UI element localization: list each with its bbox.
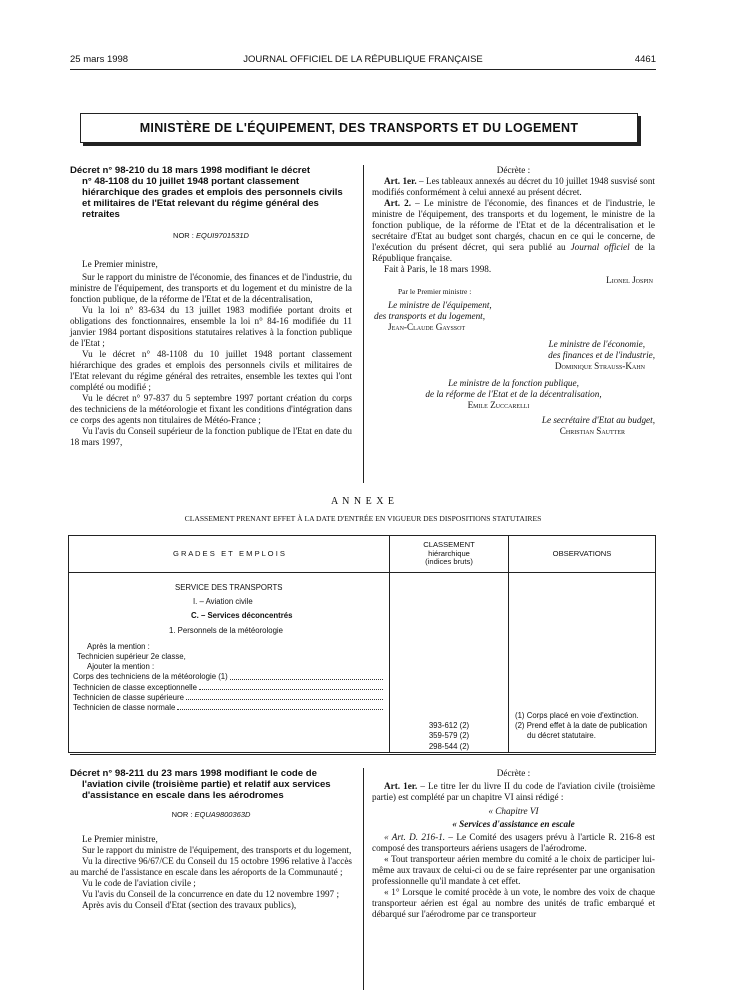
grades-cell: SERVICE DES TRANSPORTS I. – Aviation civile C. – Services déconcentrés 1. Personnels de la météorologie Après la mention : Technicien supérieur 2e classe, Ajouter la mention : Corps des techniciens de la météorologie (1) Technicien de classe exceptionnelle Technicien de classe supérieure Technicien de classe normale	[69, 573, 390, 753]
decree1-visa: Vu le décret n° 48-1108 du 10 juillet 1948 portant classement hiérarchique des grades et emplois des personnels civils et militaires de l'Etat relevant du régime général des retraites, ensemble les textes qui l'ont complété ou modifié ;	[70, 349, 352, 392]
decree2-right-column	[372, 768, 655, 920]
annexe-title: A N N E X E	[330, 496, 396, 507]
par-le-premier-ministre: Par le Premier ministre :	[398, 287, 472, 296]
signature-economie: Le ministre de l'économie, des finances et de l'industrie, Dominique Strauss-Kahn	[548, 339, 655, 371]
ministry-banner	[80, 113, 638, 143]
signature-prime-minister: Lionel Jospin	[606, 275, 653, 285]
decree2-title: Décret n° 98-211 du 23 mars 1998 modifiant le code de l'aviation civile (troisième partie) et relatif aux services d'assistance en escale dans les aérodromes	[70, 768, 331, 801]
decree1-article-2: Art. 2. – Le ministre de l'économie, des finances et de l'industrie, le ministre de l'équipement, des transports et du logement, le ministre de la fonction publique, de la réforme de l'Etat et de la décentralisation et le secrétaire d'Etat au budget sont chargés, chacun en ce qui le concerne, de l'exécution du présent décret, qui sera publié au Journal officiel de la République française.	[372, 198, 655, 263]
col-header-observations: OBSERVATIONS	[509, 536, 656, 573]
decree2-nor: NOR : EQUA9800363D	[171, 810, 251, 819]
article-paragraph: « Tout transporteur aérien membre du comité a le choix de participer lui-même aux travaux de celui-ci ou de se faire représenter par une organisation professionnelle qu'il mandate à cet effet.	[372, 854, 655, 886]
decree2-visa: Après avis du Conseil d'Etat (section des travaux publics),	[82, 900, 297, 910]
signature-equipement: Le ministre de l'équipement, des transports et du logement, Jean-Claude Gayssot	[374, 300, 492, 332]
signature-fonction-publique: Le ministre de la fonction publique, de la réforme de l'Etat et de la décentralisation, Emile Zuccarelli	[425, 378, 602, 410]
annexe-subtitle: CLASSEMENT PRENANT EFFET À LA DATE D'ENTRÉE EN VIGUEUR DES DISPOSITIONS STATUTAIRES	[184, 514, 542, 523]
decree2-visa: Vu l'avis du Conseil de la concurrence en date du 12 novembre 1997 ;	[82, 889, 340, 899]
annexe-table	[68, 535, 656, 753]
decree1-left-column	[70, 165, 352, 448]
table-row: Technicien de classe supérieure	[73, 693, 385, 703]
article-d216-1: « Art. D. 216-1. – Le Comité des usagers prévu à l'article R. 216-8 est composé des transporteurs aériens usagers de l'aérodrome.	[372, 832, 655, 853]
article-paragraph: « 1° Lorsque le comité procède à un vote, le nombre des voix de chaque transporteur aérien est égal au nombre des unités de trafic embarqué et débarqué sur l'aérodrome par ce transporteur	[372, 887, 655, 919]
ministry-title: MINISTÈRE DE L'ÉQUIPEMENT, DES TRANSPORTS ET DU LOGEMENT	[139, 121, 579, 135]
table-row: Technicien de classe exceptionnelle	[73, 683, 385, 693]
decree1-decrete: Décrète :	[496, 165, 531, 175]
decree2-visa: Vu le code de l'aviation civile ;	[82, 878, 196, 888]
col-header-grades: G R A D E S E T E M P L O I S	[69, 536, 390, 573]
chapitre-title: « Services d'assistance en escale	[452, 819, 575, 829]
header-page-number: 4461	[634, 54, 656, 65]
header-date: 25 mars 1998	[70, 54, 129, 65]
decree2-article-1: Art. 1er. – Le titre Ier du livre II du code de l'aviation civile (troisième partie) est complété par un chapitre VI ainsi rédigé :	[372, 781, 655, 802]
table-row: Corps des techniciens de la météorologie (1)	[73, 672, 385, 682]
observations-cell: (1) Corps placé en voie d'extinction. (2) Prend effet à la date de publication du décret statutaire.	[509, 573, 656, 753]
section-rule	[70, 754, 656, 755]
column-separator	[363, 165, 364, 483]
decree1-visa: Vu l'avis du Conseil supérieur de la fonction publique de l'Etat en date du 18 mars 1997,	[70, 426, 352, 447]
chapitre-heading: « Chapitre VI	[488, 806, 539, 816]
decree2-decrete: Décrète :	[496, 768, 531, 778]
header-journal: JOURNAL OFFICIEL DE LA RÉPUBLIQUE FRANÇAISE	[243, 54, 483, 65]
decree1-nor: NOR : EQUI9701531D	[173, 231, 249, 240]
table-row: Technicien de classe normale	[73, 703, 385, 713]
decree1-visa: Vu la loi n° 83-634 du 13 juillet 1983 modifiée portant droits et obligations des fonctionnaires, ensemble la loi n° 84-16 modifiée du 11 janvier 1984 portant dispositions statutaires relatives à la fonction publique de l'Etat ;	[70, 305, 352, 348]
column-separator	[363, 768, 364, 990]
running-header	[70, 54, 656, 68]
header-rule	[70, 69, 656, 70]
decree2-visa: Vu la directive 96/67/CE du Conseil du 15 octobre 1996 relative à l'accès au marché de l'assistance en escale dans les aéroports de la Communauté ;	[70, 856, 352, 877]
col-header-classement: CLASSEMENT hiérarchique (indices bruts)	[390, 536, 509, 573]
decree1-title: Décret n° 98-210 du 18 mars 1998 modifiant le décret n° 48-1108 du 10 juillet 1948 portant classement hiérarchique des grades et emplois des personnels civils et militaires de l'Etat relevant du régime général des retraites	[70, 165, 343, 220]
decree1-article-1: Art. 1er. – Les tableaux annexés au décret du 10 juillet 1948 susvisé sont modifiés conformément à celui annexé au présent décret.	[372, 176, 655, 197]
decree2-opening: Le Premier ministre,	[82, 834, 158, 844]
decree1-right-column	[372, 165, 655, 437]
classement-cell: 393-612 (2) 359-579 (2) 298-544 (2)	[390, 573, 509, 753]
decree1-visa: Sur le rapport du ministre de l'économie, des finances et de l'industrie, du ministre de l'équipement, des transports et du logement et du ministre de la fonction publique, de la réforme de l'Etat et de la décentralisation,	[70, 272, 352, 304]
decree1-opening: Le Premier ministre,	[82, 259, 158, 269]
decree2-left-column	[70, 768, 352, 911]
decree2-visa: Sur le rapport du ministre de l'équipement, des transports et du logement,	[82, 845, 352, 855]
decree1-visa: Vu le décret n° 97-837 du 5 septembre 1997 portant création du corps des techniciens de la météorologie et fixant les conditions d'intégration dans ce corps des agents non titulaires de Météo-France ;	[70, 393, 352, 425]
decree1-fait: Fait à Paris, le 18 mars 1998.	[384, 264, 492, 274]
signature-budget: Le secrétaire d'Etat au budget, Christian Sautter	[541, 415, 655, 436]
